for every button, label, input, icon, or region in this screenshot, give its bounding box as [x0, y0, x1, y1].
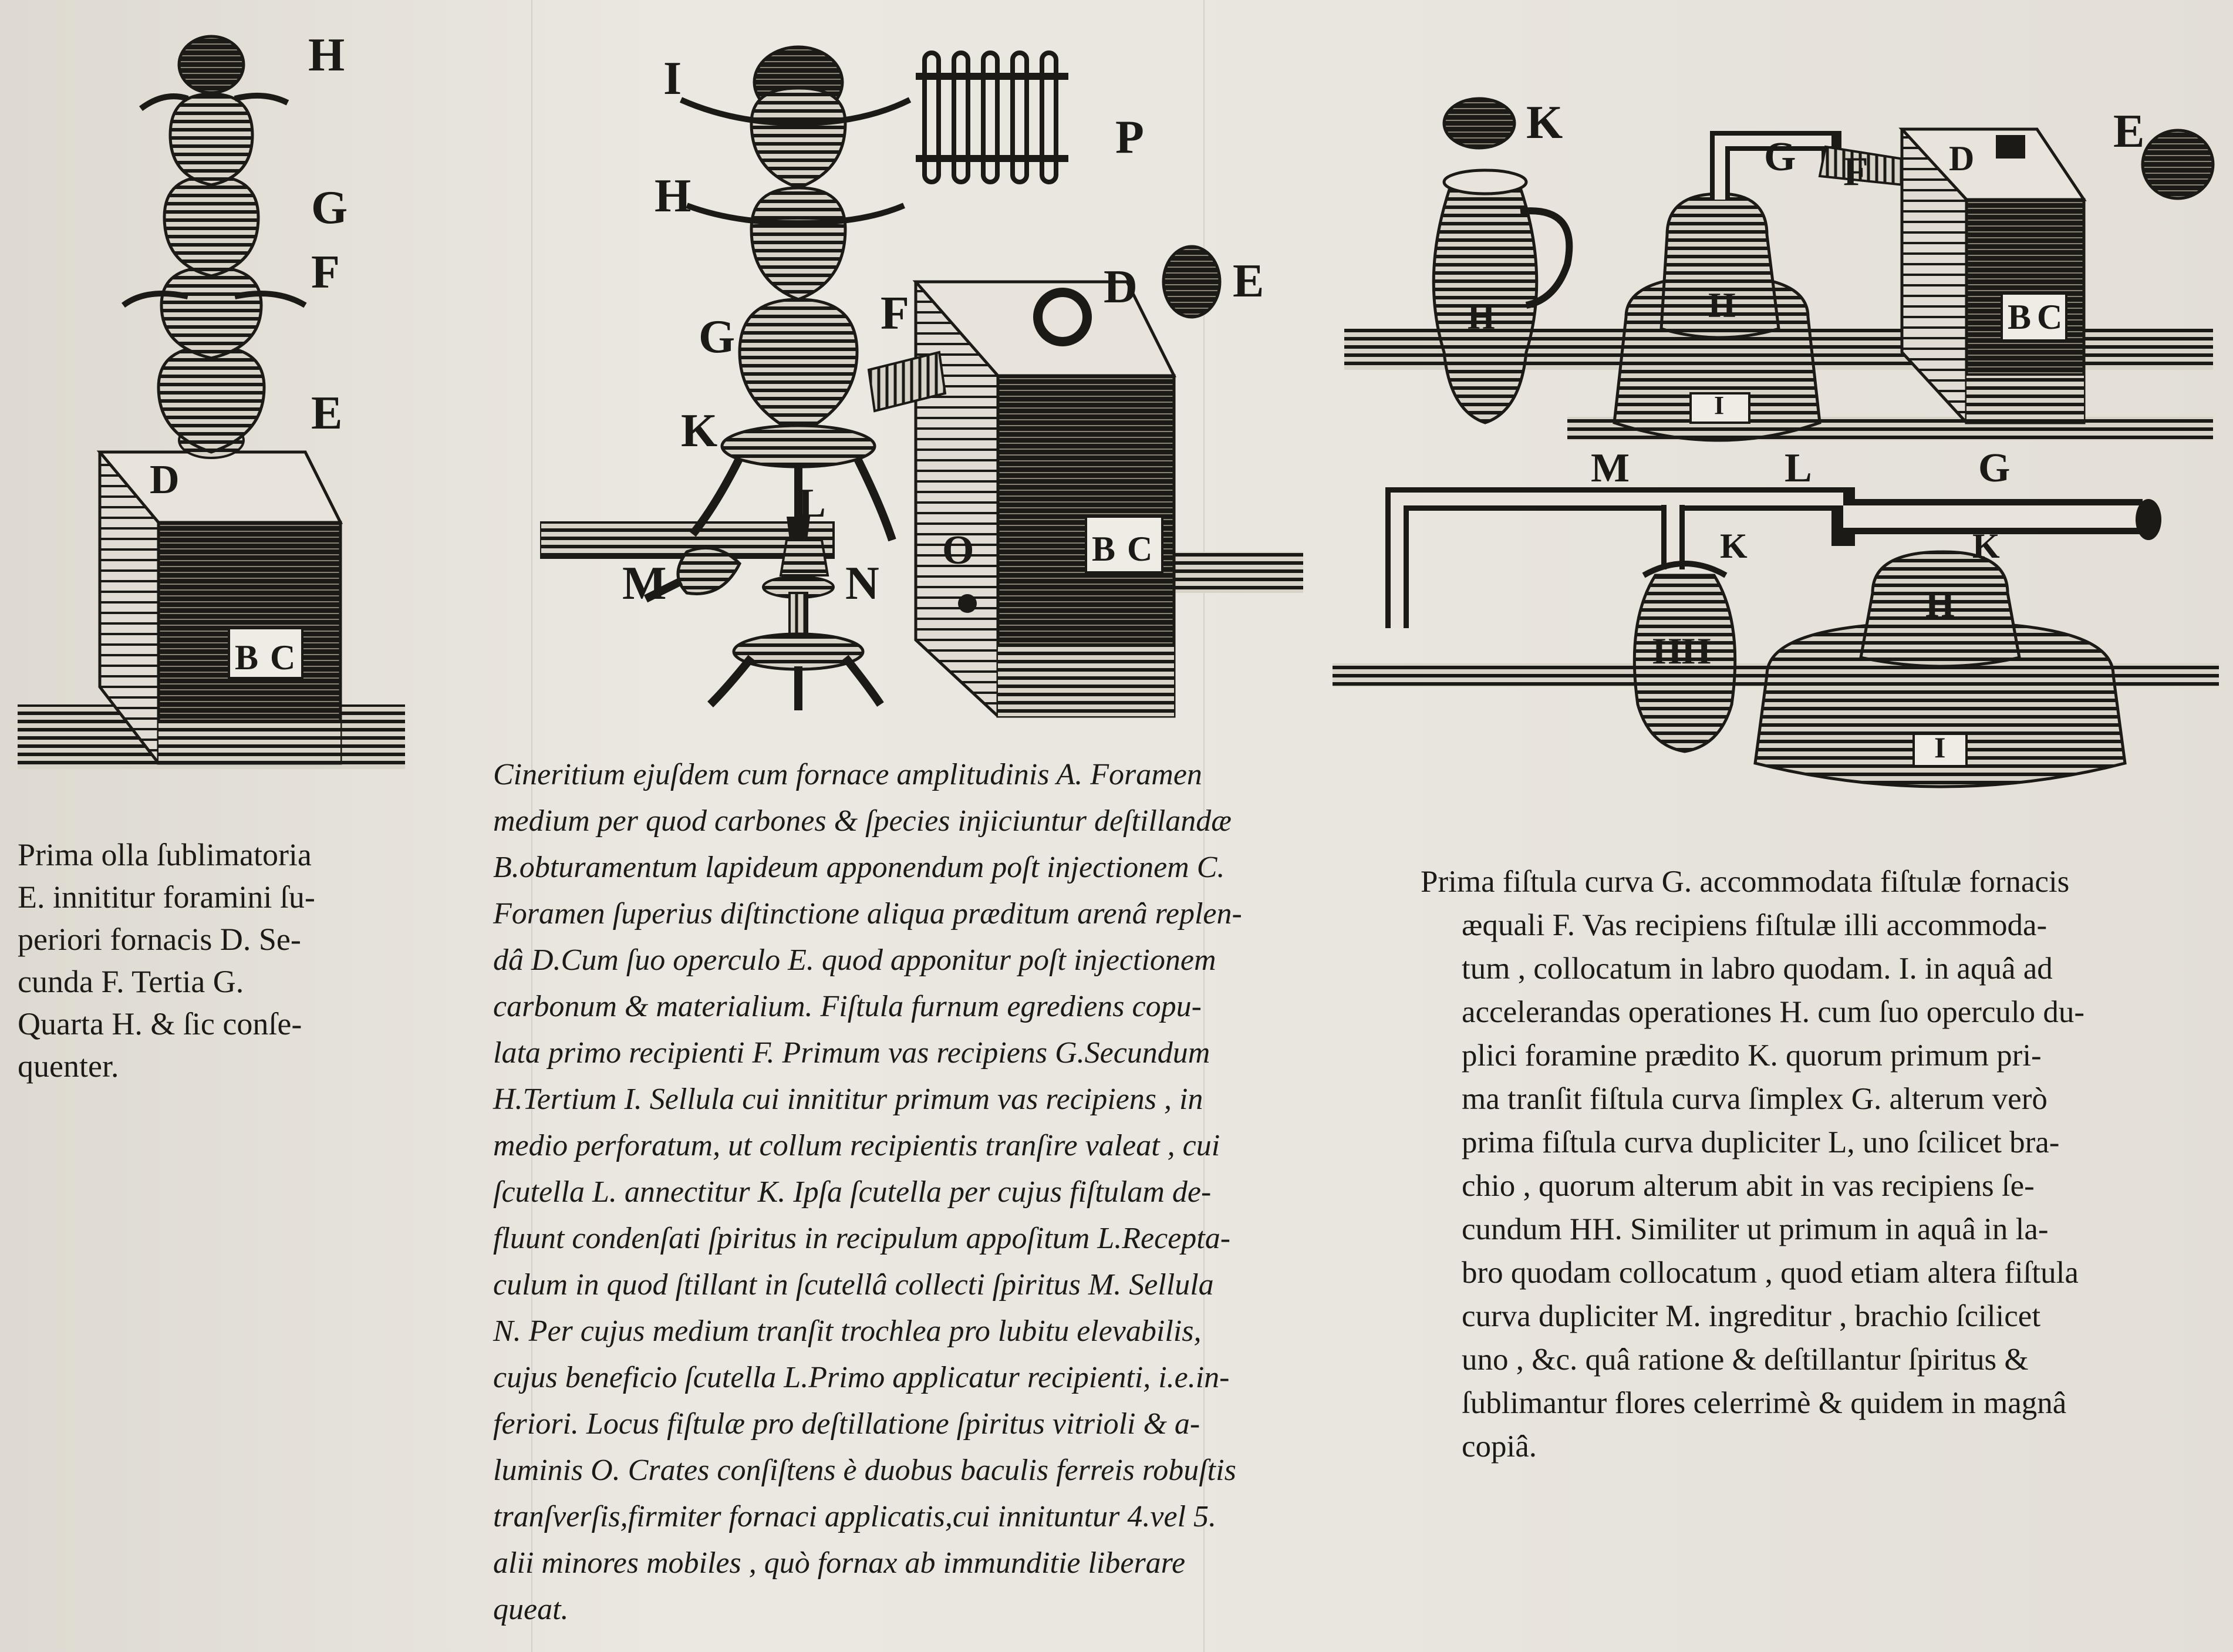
caption-line: quenter.: [18, 1048, 119, 1084]
stool-k: [722, 426, 875, 467]
caption-line: E. innititur foramini ſu-: [18, 879, 315, 915]
caption-line: plici foramine prædito K. quorum primum pri-: [1462, 1039, 2042, 1073]
caption-line: Foramen ſuperius diſtinctione aliqua præditum arenâ replen-: [493, 897, 1242, 930]
label-b-top: B: [2008, 298, 2032, 336]
caption-line: accelerandas operationes H. cum ſuo operculo du-: [1462, 995, 2085, 1029]
caption-right: [1421, 860, 2201, 1468]
label-g-top: G: [1764, 134, 1796, 180]
label-g: G: [311, 182, 348, 234]
caption-line: periori fornacis D. Se-: [18, 922, 301, 957]
lid-k: [1444, 99, 1514, 148]
figure-left-sublimation-pots: [12, 29, 411, 804]
pot-h-lid: [179, 36, 244, 93]
furnace-base: [1966, 376, 2084, 423]
pipe-g-end: [2136, 499, 2161, 540]
pot-e: [158, 346, 264, 452]
label-e: E: [311, 387, 343, 439]
label-c: C: [270, 638, 296, 677]
pipe-m-l: [1397, 499, 1843, 628]
label-h: H: [308, 29, 345, 81]
label-k-right: K: [1972, 527, 2000, 565]
furnace-ash-box: [998, 646, 1174, 716]
label-h-vessel: H: [1708, 286, 1736, 325]
label-i-top: I: [1714, 391, 1725, 420]
label-k-left: K: [1720, 527, 1748, 565]
label-g: G: [699, 311, 736, 363]
label-d: D: [150, 457, 180, 503]
caption-line: cundum HH. Similiter ut primum in aquâ in la-: [1462, 1212, 2049, 1246]
label-b: B: [1092, 530, 1116, 568]
label-hh: HH: [1652, 630, 1711, 672]
label-f-top: F: [1843, 149, 1868, 194]
caption-line: luminis O. Crates conſiſtens è duobus baculis ferreis robuſtis: [493, 1454, 1236, 1487]
caption-line: Prima olla ſublimatoria: [18, 837, 312, 872]
label-i-bottom: I: [1934, 731, 1946, 764]
receiver-h: [751, 188, 845, 299]
caption-line: queat.: [493, 1593, 569, 1626]
caption-line: alii minores mobiles , quò fornax ab immunditie liberare: [493, 1546, 1186, 1580]
receiver-g: [740, 299, 857, 434]
label-h-bottom: H: [1925, 583, 1955, 625]
label-n: N: [845, 558, 879, 609]
label-g-bottom: G: [1978, 446, 2011, 491]
label-d-top: D: [1949, 139, 1975, 178]
caption-line: bro quodam collocatum , quod etiam altera fiſtula: [1462, 1256, 2079, 1290]
label-k: K: [681, 405, 718, 457]
label-m: M: [622, 558, 667, 609]
caption-line: tranſverſis,firmiter fornaci applicatis,cui innituntur 4.vel 5.: [493, 1500, 1217, 1533]
figure-middle-distillation-furnace: [540, 35, 1303, 740]
label-d: D: [1104, 261, 1138, 313]
caption-line: Cineritium ejuſdem cum fornace amplitudinis A. Foramen: [493, 758, 1202, 791]
label-l: L: [798, 481, 826, 526]
cup: [781, 540, 828, 575]
caption-line: ma tranſit fiſtula curva ſimplex G. alterum verò: [1462, 1082, 2048, 1116]
bench-right: [1156, 552, 1303, 593]
caption-left: [18, 834, 405, 1087]
caption-line: copiâ.: [1462, 1430, 1537, 1464]
label-f: F: [881, 288, 909, 339]
grate-p: [916, 53, 1068, 182]
caption-line: tum , collocatum in labro quodam. I. in aquâ ad: [1462, 952, 2053, 986]
caption-line: prima fiſtula curva dupliciter L, uno ſcilicet bra-: [1462, 1125, 2060, 1159]
pot-f: [161, 267, 261, 358]
caption-line: chio , quorum alterum abit in vas recipiens ſe-: [1462, 1169, 2035, 1203]
caption-line: carbonum & materialium. Fiſtula furnum egrediens copu-: [493, 990, 1202, 1023]
caption-line: medio perforatum, ut collum recipientis tranſire valeat , cui: [493, 1129, 1220, 1162]
lid-e: [2143, 130, 2213, 198]
caption-line: ſublimantur flores celerrimè & quidem in magnâ: [1462, 1386, 2067, 1420]
pipe-hole-o: [958, 594, 977, 613]
pot-g: [164, 176, 258, 276]
lid-e: [1163, 247, 1220, 317]
pot-h: [170, 94, 252, 185]
label-o: O: [942, 528, 974, 573]
caption-line: uno , &c. quâ ratione & deſtillantur ſpiritus &: [1462, 1343, 2029, 1377]
caption-line: medium per quod carbones & ſpecies injiciuntur deſtillandæ: [493, 804, 1232, 838]
flask-m: [678, 548, 740, 594]
label-b: B: [235, 638, 259, 677]
label-i: I: [663, 53, 682, 104]
caption-line: feriori. Locus fiſtulæ pro deſtillatione ſpiritus vitrioli & a-: [493, 1407, 1200, 1441]
jug-h-mouth: [1444, 170, 1526, 194]
label-e-top: E: [2113, 106, 2145, 157]
caption-line: æquali F. Vas recipiens fiſtulæ illi accommoda-: [1462, 908, 2048, 942]
caption-line: H.Tertium I. Sellula cui innititur primum vas recipiens , in: [493, 1083, 1203, 1116]
label-c-top: C: [2037, 298, 2063, 336]
figure-right-receiving-vessels: [1333, 82, 2219, 798]
caption-line: Prima fiſtula curva G. accommodata fiſtulæ fornacis: [1421, 865, 2070, 899]
label-f: F: [311, 247, 340, 298]
caption-line: fluunt condenſati ſpiritus in recipulum appoſitum L.Recepta-: [493, 1222, 1231, 1255]
label-k-top: K: [1526, 97, 1563, 149]
label-m-bottom: M: [1591, 446, 1630, 491]
label-l-bottom: L: [1785, 446, 1812, 491]
label-p: P: [1115, 112, 1144, 163]
caption-line: B.obturamentum lapideum apponendum poſt injectionem C.: [493, 851, 1225, 884]
furnace-top-hole: [1996, 135, 2025, 159]
caption-line: curva dupliciter M. ingreditur , brachio ſcilicet: [1462, 1299, 2041, 1333]
label-c: C: [1127, 530, 1153, 568]
caption-line: lata primo recipienti F. Primum vas recipiens G.Secundum: [493, 1036, 1210, 1070]
caption-line: culum in quod ſtillant in ſcutellâ collecti ſpiritus M. Sellula: [493, 1268, 1214, 1302]
caption-line: dâ D.Cum ſuo operculo E. quod apponitur poſt injectionem: [493, 943, 1216, 977]
caption-line: cunda F. Tertia G.: [18, 964, 244, 999]
caption-line: ſcutella L. annectitur K. Ipſa ſcutella per cujus fiſtulam de-: [493, 1175, 1212, 1209]
label-e: E: [1233, 255, 1264, 307]
label-h: H: [655, 170, 692, 222]
furnace-base: [158, 722, 340, 763]
stool-n-base: [734, 634, 863, 669]
label-h-jug: H: [1468, 298, 1495, 336]
top-opening-d: [1038, 292, 1087, 342]
caption-line: N. Per cujus medium tranſit trochlea pro lubitu elevabilis,: [493, 1314, 1202, 1348]
caption-line: Quarta H. & ſic conſe-: [18, 1006, 302, 1041]
receiver-i: [751, 88, 845, 188]
caption-line: cujus beneficio ſcutella L.Primo applicatur recipienti, i.e.in-: [493, 1361, 1230, 1394]
caption-middle: [493, 751, 1362, 1633]
